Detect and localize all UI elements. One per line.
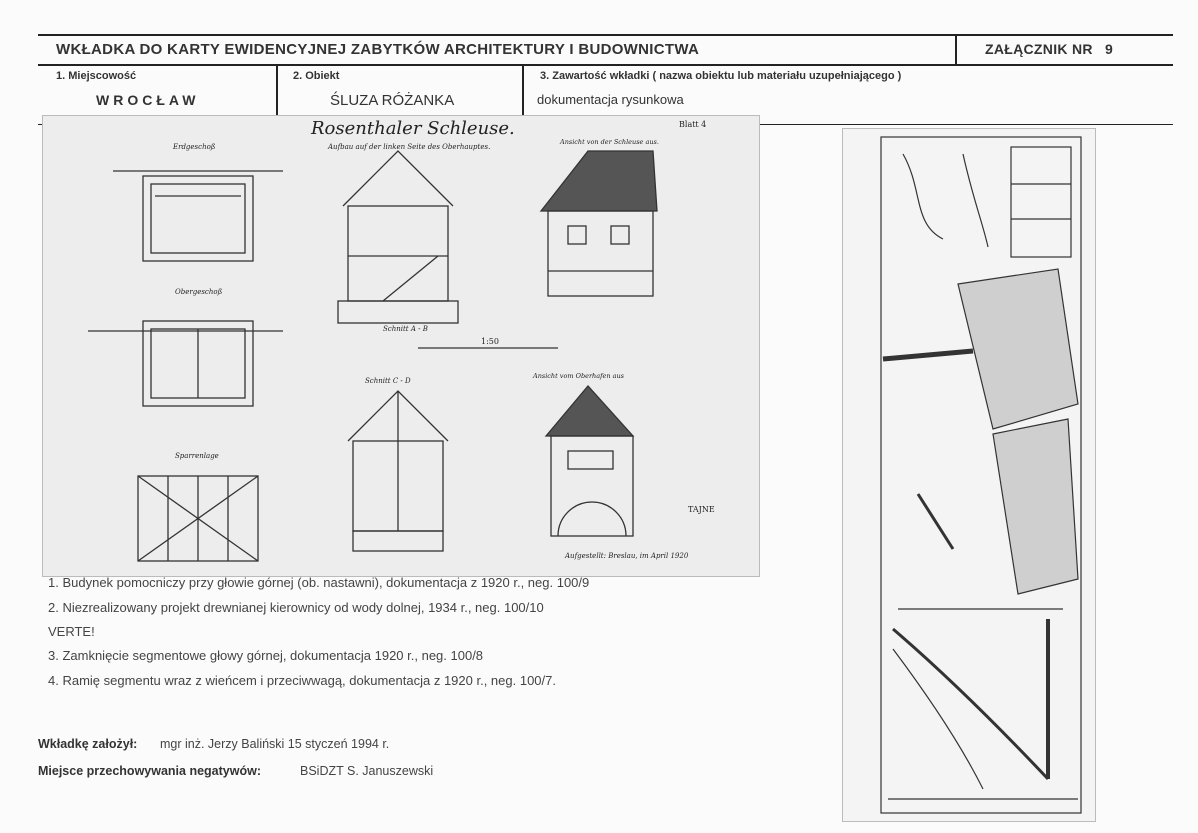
founder-label: Wkładkę założył: — [38, 737, 138, 751]
field-divider-2 — [522, 64, 524, 116]
list-item: 1. Budynek pomocniczy przy głowie górnej (ob. nastawni), dokumentacja z 1920 r., neg. 100/9 — [48, 575, 590, 590]
drawing-sheet-number: Blatt 4 — [679, 120, 707, 129]
header-bottom-rule — [38, 64, 1173, 66]
list-item: 3. Zamknięcie segmentowe głowy górnej, dokumentacja 1920 r., neg. 100/8 — [48, 648, 484, 663]
locality-value: WROCŁAW — [96, 92, 200, 108]
object-value: ŚLUZA RÓŻANKA — [330, 92, 455, 109]
founder-value: mgr inż. Jerzy Baliński 15 styczeń 1994 r. — [160, 737, 390, 751]
segment-gate-sketch — [843, 129, 1095, 821]
building-drawing-sketch — [43, 116, 759, 576]
storage-value: BSiDZT S. Januszewski — [300, 764, 434, 778]
secret-stamp: TAJNE — [688, 505, 715, 514]
form-title: WKŁADKA DO KARTY EWIDENCYJNEJ ZABYTKÓW ARCHITEKTURY I BUDOWNICTWA — [56, 41, 700, 58]
attachment-label-text: ZAŁĄCZNIK NR — [985, 41, 1093, 57]
header-divider — [955, 34, 957, 64]
elevation-lock-label: Ansicht von der Schleuse aus. — [560, 138, 659, 146]
section-cd-label: Schnitt C - D — [365, 377, 411, 385]
drawing-title: Rosenthaler Schleuse. — [311, 118, 515, 139]
building-drawing-photo — [42, 115, 760, 577]
elevation-harbour-label: Ansicht vom Oberhafen aus — [533, 372, 625, 380]
drawing-scale: 1:50 — [481, 337, 499, 346]
attachment-label — [985, 41, 1113, 57]
drawing-subtitle: Aufbau auf der linken Seite des Oberhauptes. — [328, 143, 491, 151]
drawing-signature: Aufgestellt: Breslau, im April 1920 — [565, 552, 689, 560]
list-item: 2. Niezrealizowany projekt drewnianej kierownicy od wody dolnej, 1934 r., neg. 100/10 — [48, 600, 544, 615]
header-top-rule — [38, 34, 1173, 36]
object-label: 2. Obiekt — [293, 70, 340, 82]
attachment-number: 9 — [1105, 41, 1114, 57]
section-ab-label: Schnitt A - B — [383, 325, 428, 333]
view-rafters: Sparrenlage — [175, 452, 219, 460]
locality-label: 1. Miejscowość — [56, 70, 137, 82]
view-upper-floor: Obergeschoß — [175, 288, 223, 296]
content-value: dokumentacja rysunkowa — [537, 92, 684, 107]
storage-label: Miejsce przechowywania negatywów: — [38, 764, 261, 778]
verte-note: VERTE! — [48, 624, 95, 639]
content-label: 3. Zawartość wkładki ( nazwa obiektu lub materiału uzupełniającego ) — [540, 70, 902, 82]
segment-gate-drawing-photo — [842, 128, 1096, 822]
list-item: 4. Ramię segmentu wraz z wieńcem i przeciwwagą, dokumentacja z 1920 r., neg. 100/7. — [48, 673, 556, 688]
view-ground-floor: Erdgeschoß — [173, 143, 216, 151]
field-divider-1 — [276, 64, 278, 116]
